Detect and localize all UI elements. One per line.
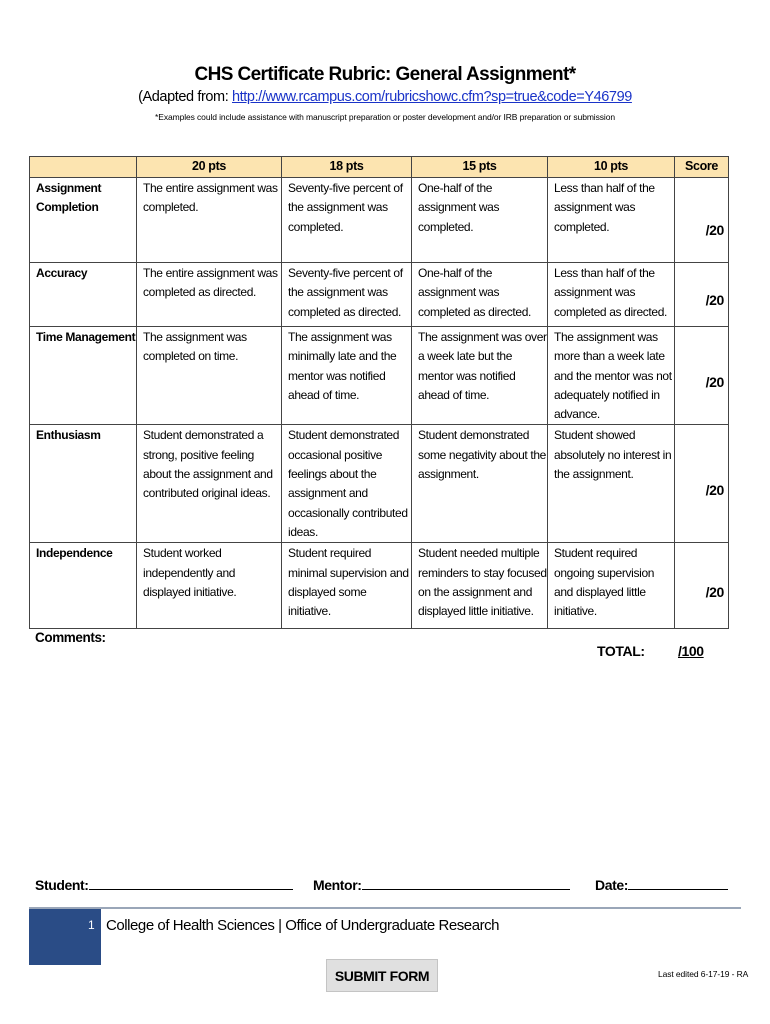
rubric-cell: Seventy-five percent of the assignment was completed as directed. <box>282 263 412 327</box>
rubric-table <box>29 156 729 629</box>
score-cell[interactable] <box>675 543 729 629</box>
rubric-cell: Student demonstrated a strong, positive feeling about the assignment and contributed original ideas. <box>137 425 282 543</box>
date-label: Date: <box>595 877 629 893</box>
score-cell[interactable] <box>675 263 729 327</box>
mentor-signature-field[interactable] <box>362 877 570 890</box>
total-label: TOTAL: <box>597 643 645 659</box>
rubric-cell: Student needed multiple reminders to stay focused on the assignment and displayed little initiative. <box>412 543 548 629</box>
rubric-header-row <box>30 157 729 178</box>
adapted-from-line <box>0 89 770 105</box>
rubric-cell: The assignment was minimally late and the mentor was notified ahead of time. <box>282 327 412 425</box>
table-row <box>30 263 729 327</box>
date-signature <box>595 877 728 893</box>
rubric-cell: The assignment was completed on time. <box>137 327 282 425</box>
header-15pts: 15 pts <box>412 157 548 178</box>
rubric-cell: Student demonstrated occasional positive feelings about the assignment and occasionally contributed ideas. <box>282 425 412 543</box>
score-cell[interactable] <box>675 425 729 543</box>
header-score: Score <box>675 157 729 178</box>
mentor-signature <box>313 877 570 893</box>
header-10pts: 10 pts <box>548 157 675 178</box>
table-row <box>30 543 729 629</box>
date-field[interactable] <box>628 877 728 890</box>
header-criteria <box>30 157 137 178</box>
rubric-cell: The assignment was more than a week late and the mentor was not adequately notified in advance. <box>548 327 675 425</box>
rubric-cell: Less than half of the assignment was completed as directed. <box>548 263 675 327</box>
table-row <box>30 327 729 425</box>
rubric-cell: Student required minimal supervision and displayed some initiative. <box>282 543 412 629</box>
footer-text: College of Health Sciences | Office of Undergraduate Research <box>106 917 500 934</box>
score-value: /20 <box>705 481 724 498</box>
rubric-cell: Less than half of the assignment was completed. <box>548 178 675 263</box>
header-18pts: 18 pts <box>282 157 412 178</box>
score-cell[interactable] <box>675 178 729 263</box>
rubric-cell: Seventy-five percent of the assignment was completed. <box>282 178 412 263</box>
score-value: /20 <box>705 583 724 600</box>
header-20pts: 20 pts <box>137 157 282 178</box>
adapted-prefix: (Adapted from: <box>138 89 232 105</box>
mentor-label: Mentor: <box>313 877 362 893</box>
page-number: 1 <box>88 918 95 932</box>
criterion-label: Assignment Completion <box>30 178 137 263</box>
total-value[interactable]: /100 <box>678 643 704 659</box>
score-value: /20 <box>705 373 724 390</box>
student-label: Student: <box>35 877 89 893</box>
score-value: /20 <box>705 221 724 238</box>
table-row <box>30 425 729 543</box>
rubric-cell: Student demonstrated some negativity about the assignment. <box>412 425 548 543</box>
rubric-cell: Student showed absolutely no interest in the assignment. <box>548 425 675 543</box>
footer-divider <box>29 907 741 909</box>
rubric-cell: Student worked independently and displayed initiative. <box>137 543 282 629</box>
criterion-label: Time Management <box>30 327 137 425</box>
rubric-cell: One-half of the assignment was completed as directed. <box>412 263 548 327</box>
rubric-cell: One-half of the assignment was completed. <box>412 178 548 263</box>
rubric-cell: Student required ongoing supervision and displayed little initiative. <box>548 543 675 629</box>
document-title: CHS Certificate Rubric: General Assignment* <box>194 64 576 85</box>
last-edited-note: Last edited 6-17-19 - RA <box>658 969 749 979</box>
rubric-cell: The entire assignment was completed as directed. <box>137 263 282 327</box>
comments-label: Comments: <box>35 630 106 645</box>
rubric-cell: The assignment was over a week late but the mentor was notified ahead of time. <box>412 327 548 425</box>
score-cell[interactable] <box>675 327 729 425</box>
criterion-label: Accuracy <box>30 263 137 327</box>
rubric-cell: The entire assignment was completed. <box>137 178 282 263</box>
score-value: /20 <box>705 292 724 309</box>
student-signature-field[interactable] <box>89 877 293 890</box>
criterion-label: Enthusiasm <box>30 425 137 543</box>
criterion-label: Independence <box>30 543 137 629</box>
source-link[interactable]: http://www.rcampus.com/rubricshowc.cfm?sp=true&code=Y46799 <box>232 89 632 105</box>
table-row <box>30 178 729 263</box>
student-signature <box>35 877 293 893</box>
examples-note: *Examples could include assistance with manuscript preparation or poster development and/or IRB preparation or submission <box>155 112 615 122</box>
submit-form-button[interactable]: SUBMIT FORM <box>326 959 438 992</box>
